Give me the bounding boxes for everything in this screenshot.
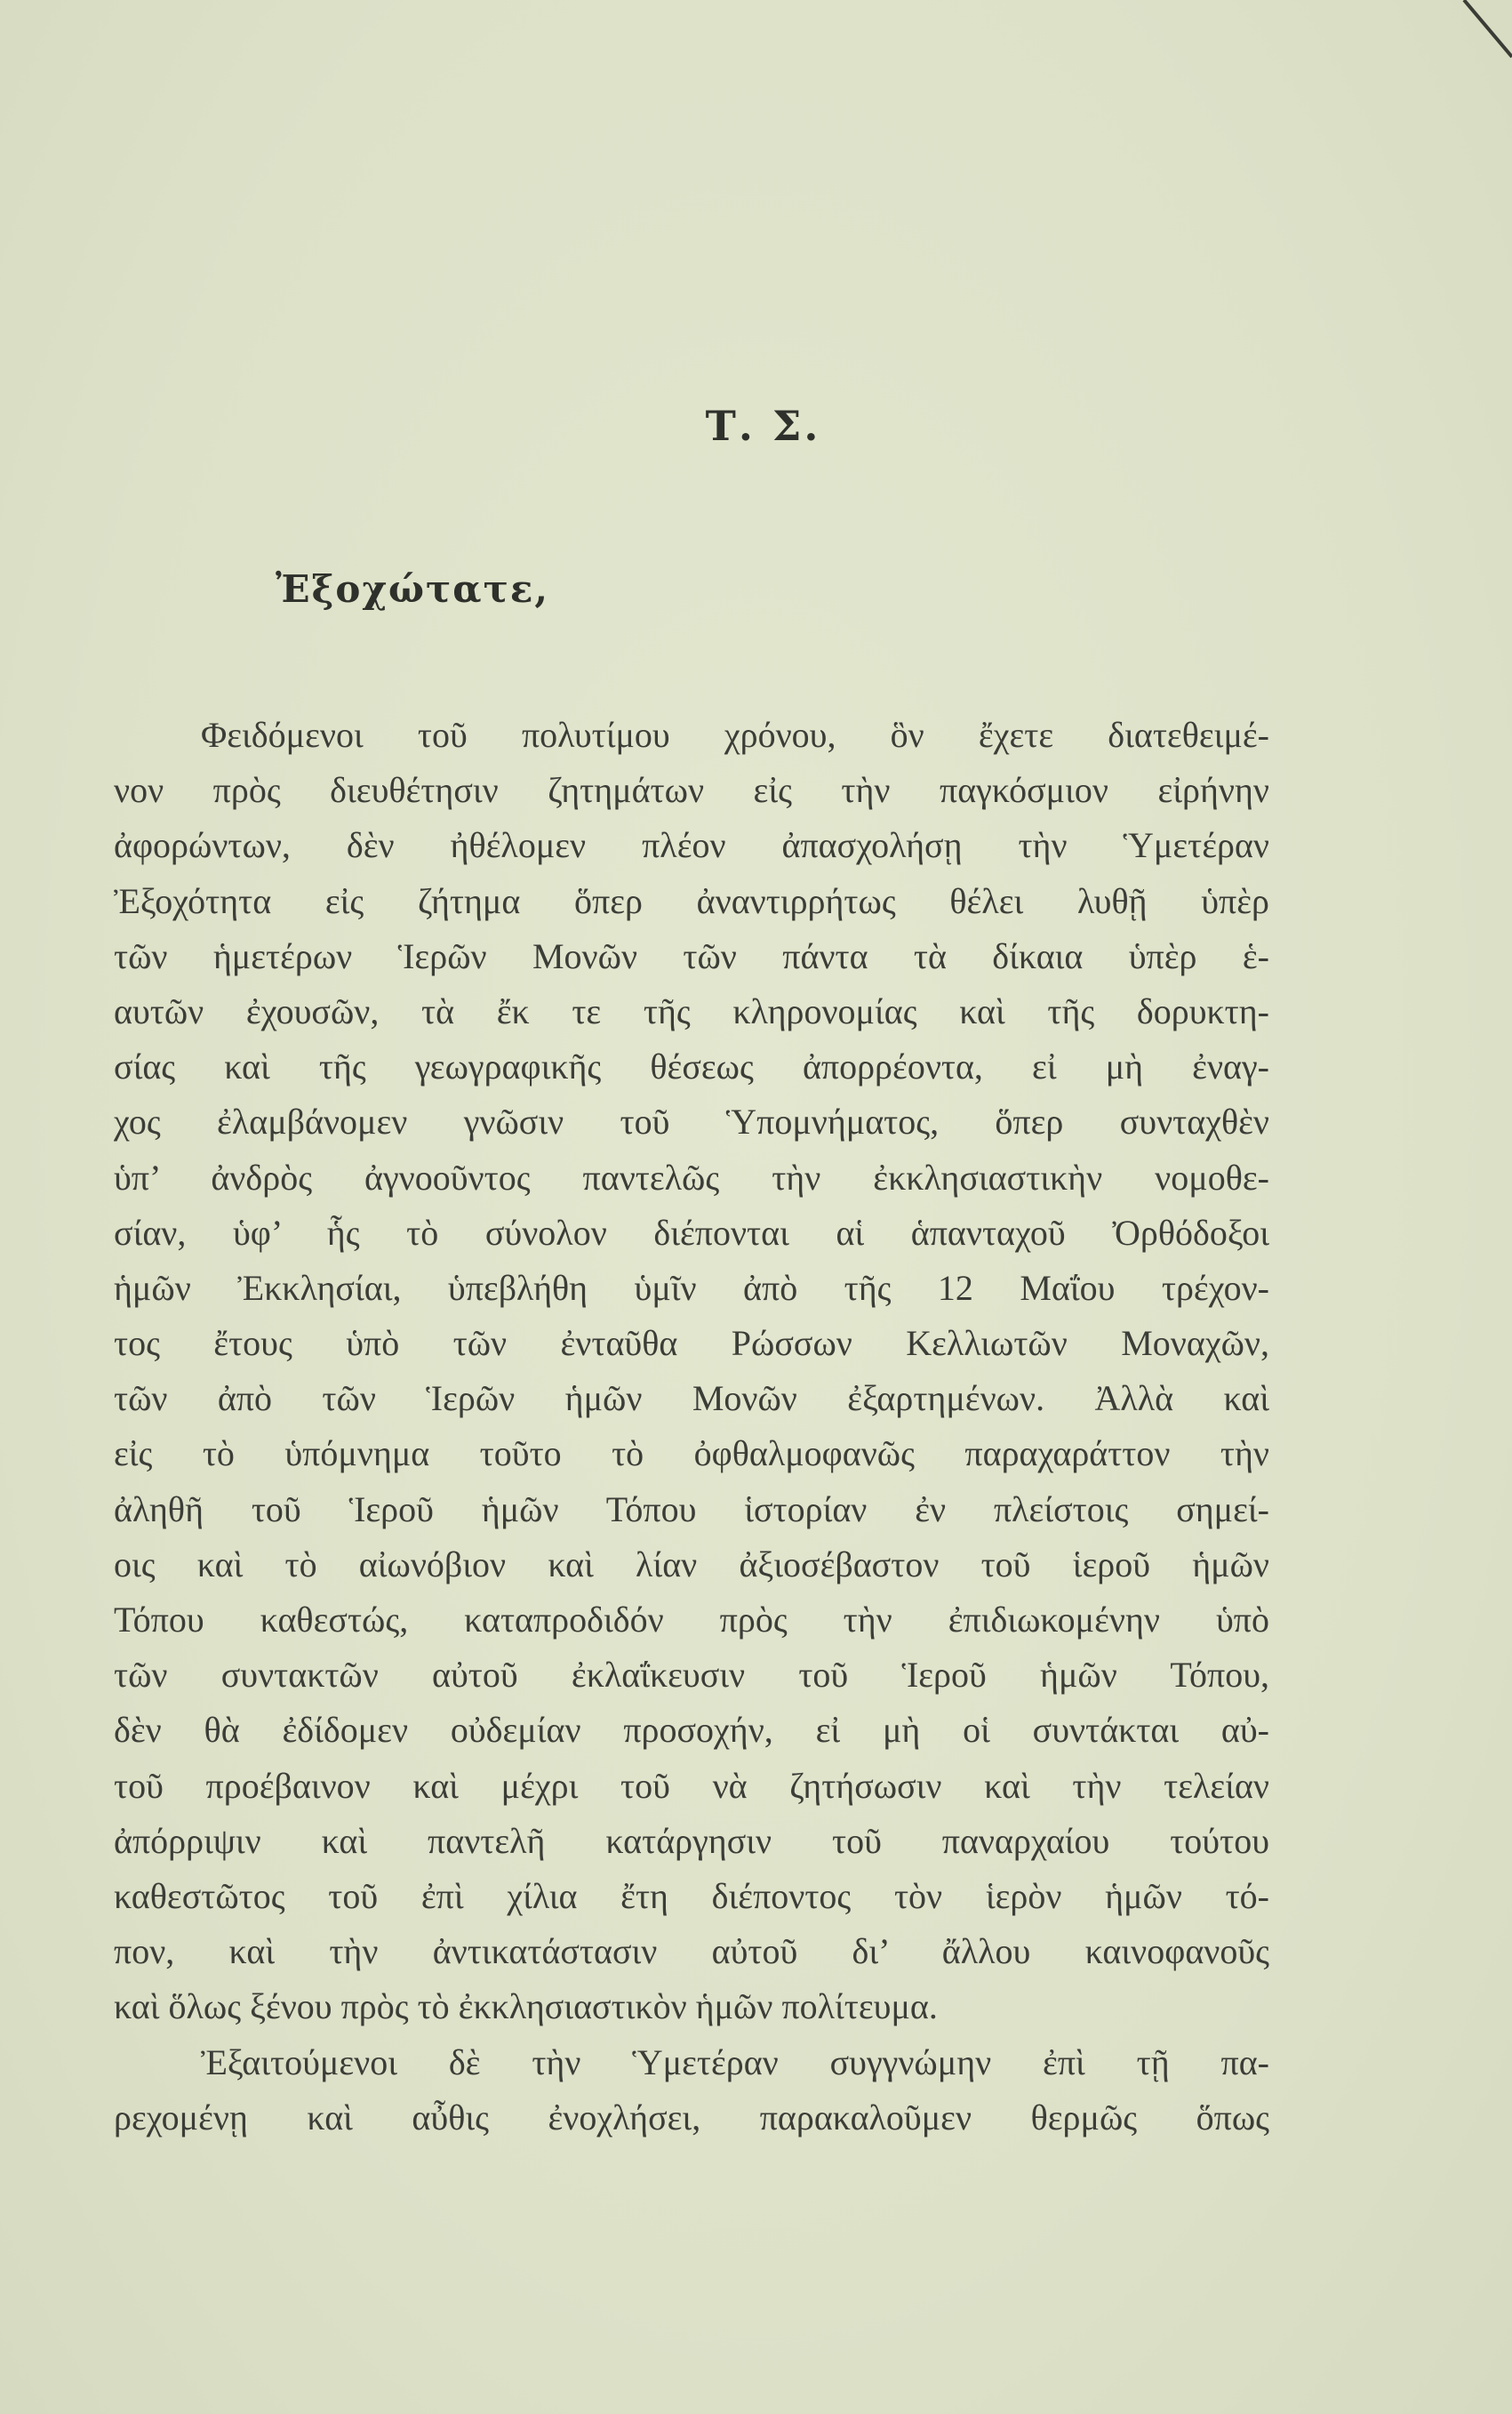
text-line: ἀφορώντων, δὲν ἠθέλομεν πλέον ἀπασχολήσῃ τὴν Ὑμετέραν: [114, 825, 1269, 866]
text-line: καθεστῶτος τοῦ ἐπὶ χίλια ἔτη διέποντος τὸν ἱερὸν ἡμῶν τό-: [114, 1875, 1269, 1916]
text-line: αυτῶν ἐχουσῶν, τὰ ἔκ τε τῆς κληρονομίας καὶ τῆς δορυκτη-: [114, 990, 1269, 1031]
text-line: νον πρὸς διευθέτησιν ζητημάτων εἰς τὴν παγκόσμιον εἰρήνην: [114, 770, 1269, 811]
text-line: σίας καὶ τῆς γεωγραφικῆς θέσεως ἀπορρέοντα, εἰ μὴ ἐναγ-: [114, 1047, 1269, 1087]
text-line: Ἐξοχότητα εἰς ζήτημα ὅπερ ἀναντιρρήτως θέλει λυθῇ ὑπὲρ: [114, 880, 1269, 921]
text-line: τος ἔτους ὑπὸ τῶν ἐνταῦθα Ρώσσων Κελλιωτῶν Μοναχῶν,: [114, 1323, 1269, 1364]
page-corner-mark: [1459, 0, 1512, 62]
text-line: σίαν, ὑφ’ ἧς τὸ σύνολον διέπονται αἱ ἁπανταχοῦ Ὀρθόδοξοι: [114, 1212, 1269, 1253]
text-line: Ἐξαιτούμενοι δὲ τὴν Ὑμετέραν συγγνώμην ἐπὶ τῇ πα-: [201, 2041, 1269, 2082]
text-line: Φειδόμενοι τοῦ πολυτίμου χρόνου, ὃν ἔχετε διατεθειμέ-: [201, 715, 1269, 755]
text-line: ρεχομένῃ καὶ αὖθις ἐνοχλήσει, παρακαλοῦμεν θερμῶς ὅπως: [114, 2097, 1269, 2137]
text-line: ἀπόρριψιν καὶ παντελῆ κατάργησιν τοῦ παναρχαίου τούτου: [114, 1820, 1269, 1861]
text-line: πον, καὶ τὴν ἀντικατάστασιν αὐτοῦ δι’ ἄλλου καινοφανοῦς: [114, 1931, 1269, 1972]
page-heading: Τ. Σ.: [705, 402, 821, 450]
text-line: ὑπ’ ἀνδρὸς ἀγνοοῦντος παντελῶς τὴν ἐκκλησιαστικὴν νομοθε-: [114, 1157, 1269, 1198]
text-line: τῶν ἀπὸ τῶν Ἱερῶν ἡμῶν Μονῶν ἐξαρτημένων. Ἀλλὰ καὶ: [114, 1378, 1269, 1419]
text-line: χος ἐλαμβάνομεν γνῶσιν τοῦ Ὑπομνήματος, ὅπερ συνταχθὲν: [114, 1102, 1269, 1143]
text-line: οις καὶ τὸ αἰωνόβιον καὶ λίαν ἀξιοσέβαστον τοῦ ἱεροῦ ἡμῶν: [114, 1544, 1269, 1584]
text-line: Τόπου καθεστώς, καταπροδιδόν πρὸς τὴν ἐπιδιωκομένην ὑπὸ: [114, 1600, 1269, 1640]
text-line: καὶ ὅλως ξένου πρὸς τὸ ἐκκλησιαστικὸν ἡμῶν πολίτευμα.: [114, 1986, 938, 2027]
text-line: τοῦ προέβαινον καὶ μέχρι τοῦ νὰ ζητήσωσιν καὶ τὴν τελείαν: [114, 1765, 1269, 1806]
letter-body: [114, 708, 1269, 2145]
text-line: ἡμῶν Ἐκκλησίαι, ὑπεβλήθη ὑμῖν ἀπὸ τῆς 12 Μαΐου τρέχον-: [114, 1267, 1269, 1308]
text-line: εἰς τὸ ὑπόμνημα τοῦτο τὸ ὀφθαλμοφανῶς παραχαράττον τὴν: [114, 1433, 1269, 1474]
text-line: ἀληθῆ τοῦ Ἱεροῦ ἡμῶν Τόπου ἱστορίαν ἐν πλείστοις σημεί-: [114, 1488, 1269, 1529]
salutation: Ἐξοχώτατε,: [276, 567, 550, 611]
text-line: τῶν ἡμετέρων Ἱερῶν Μονῶν τῶν πάντα τὰ δίκαια ὑπὲρ ἑ-: [114, 935, 1269, 976]
text-line: τῶν συντακτῶν αὐτοῦ ἐκλαΐκευσιν τοῦ Ἱεροῦ ἡμῶν Τόπου,: [114, 1655, 1269, 1696]
text-line: δὲν θὰ ἐδίδομεν οὐδεμίαν προσοχήν, εἰ μὴ οἱ συντάκται αὐ-: [114, 1710, 1269, 1751]
